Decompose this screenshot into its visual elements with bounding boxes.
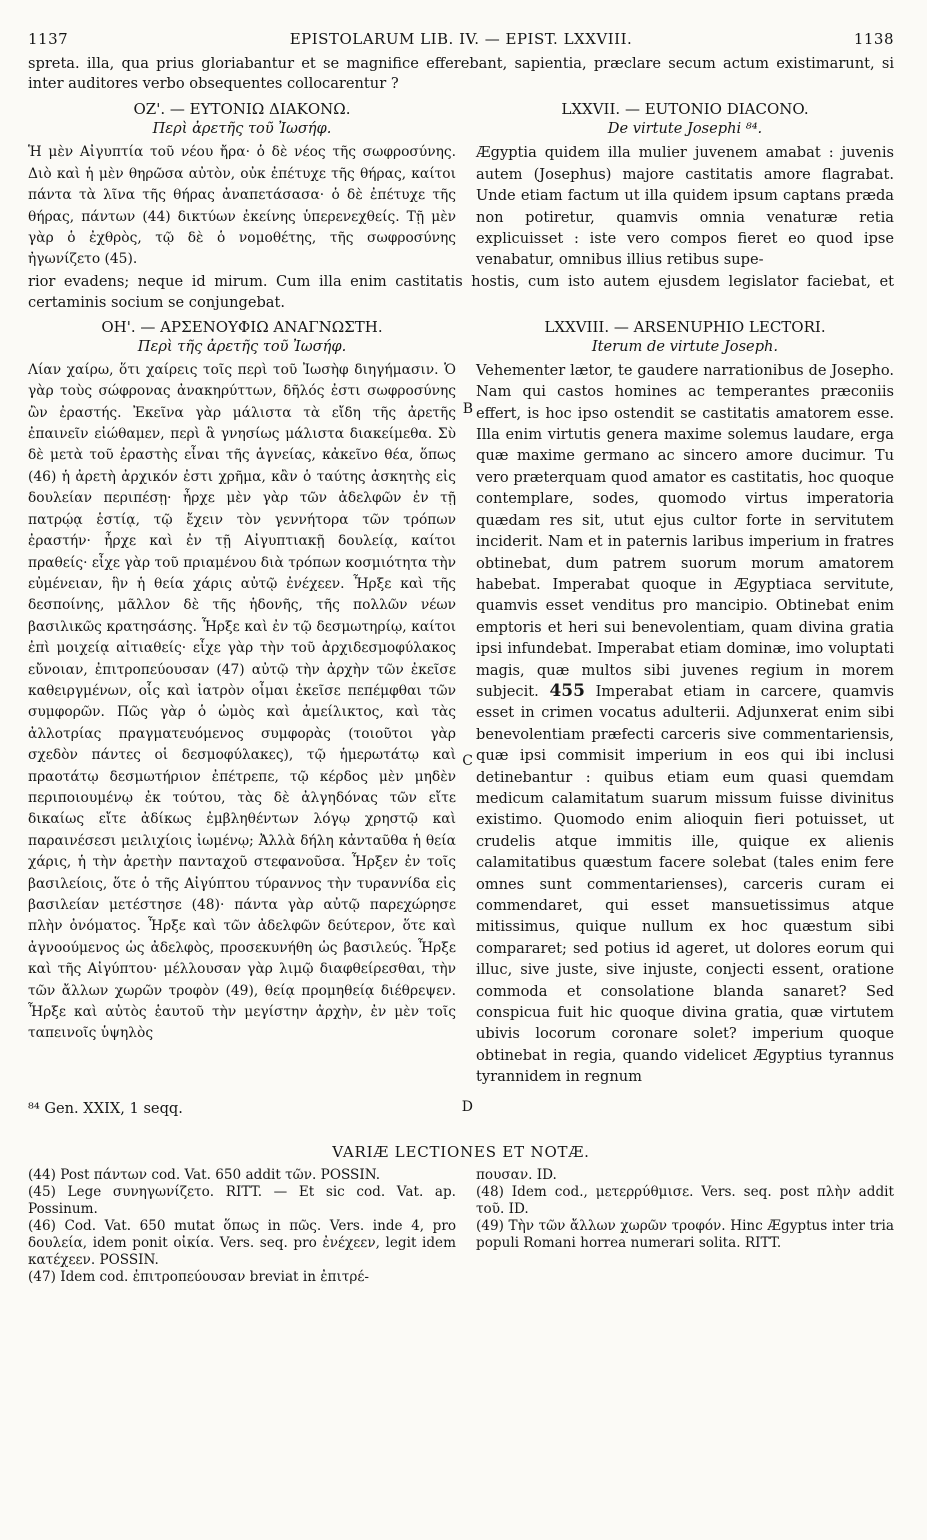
letter-77-latin-subtitle: De virtute Josephi ⁸⁴. <box>607 120 763 138</box>
note-48: (48) Idem cod., μετερρύθμισε. Vers. seq. post πλὴν addit τοῦ. ID. <box>476 1183 894 1217</box>
letter-78-greek-title: ΟΗ'. — ΑΡΣΕΝΟΥΦΙΩ ΑΝΑΓΝΩΣΤΗ. <box>101 317 383 336</box>
margin-letter-d: D <box>461 1098 473 1115</box>
note-46: (46) Cod. Vat. 650 mutat ὅπως in πῶς. Vers. inde 4, pro δουλεία, idem ponit οἰκία. Vers. seq. pro ἐνέχεεν, legit idem κατέχεεν. POSSIN. <box>28 1217 456 1268</box>
bible-reference-footnote: ⁸⁴ Gen. XXIX, 1 seqq. <box>28 1099 183 1117</box>
running-header <box>28 30 894 54</box>
letter-77 <box>28 99 894 270</box>
letter-77-greek-subtitle: Περὶ ἀρετῆς τοῦ Ἰωσήφ. <box>152 120 332 138</box>
letter-77-latin-column <box>476 99 894 270</box>
note-45: (45) Lege συνηγωνίζετο. RITT. — Et sic cod. Vat. ap. Possinum. <box>28 1183 456 1217</box>
letter-77-greek-text: Ἡ μὲν Αἰγυπτία τοῦ νέου ἤρα· ὁ δὲ νέος τῆς σωφροσύνης. Διὸ καὶ ἡ μὲν θηρῶσα αὐτὸν, οὐκ ἐπέτυχε τῆς θήρας, καίτοι πάντα τὰ λῖνα τῆς θήρας ἀναπετάσασα· ὁ δὲ ἐπέτυχε τῆς θήρας, πάντων (44) δικτύων ἐκείνης ὑπερενεχθείς. Τῇ μὲν γὰρ ὁ ἐχθρὸς, τῷ δὲ ὁ νομοθέτης, τῆς σωφροσύνης ἠγωνίζετο (45). <box>28 144 456 268</box>
notes-left-column <box>28 1167 456 1286</box>
variant-notes <box>28 1167 894 1286</box>
page-number-left: 1137 <box>28 30 69 48</box>
letter-78-greek-subtitle: Περὶ τῆς ἀρετῆς τοῦ Ἰωσήφ. <box>137 337 347 355</box>
letter-77-latin-title: LXXVII. — EUTONIO DIACONO. <box>561 100 809 119</box>
latin-text-part-a: Vehementer lætor, te gaudere narrationibus de Josepho. Nam qui castos homines ac temperantes præconiis effert, is hoc ipso ostendit se castitatis amatorem esse. Illa enim virtutis genera maxime solemus laudare, erga quæ maxime germano ac sincero amore ducimur. Tu vero præterquam quod amator es castitatis, hoc quoque contemplare, sodes, quomodo virtus imperatoria quædam res sit, utut ejus cultor forte in servitutem inciderit. Nam et in paternis laribus imperium in fratres obtinebat, dum patrem suorum morum amatorem habebat. Imperabat quoque in Ægyptiaca servitute, quamvis esset venditus pro mancipio. Obtinebat enim emptoris et heri sui benevolentiam, quam divina gratia ipsi infundebat. Imperabat etiam dominæ, imo voluptati magis, quæ multos sibi juvenes regium in morem subjecit. <box>476 361 894 700</box>
notes-right-column <box>476 1167 894 1286</box>
page-number-right: 1138 <box>853 30 894 48</box>
margin-letter-b: B <box>462 400 473 417</box>
letter-78-latin-column <box>476 317 894 1088</box>
running-title: EPISTOLARUM LIB. IV. — EPIST. LXXVIII. <box>289 30 633 48</box>
letter-77-latin-continued: rior evadens; neque id mirum. Cum illa enim castitatis hostis, cum isto autem ejusdem legislator faciebat, et certaminis socium se conjungebat. <box>28 272 894 311</box>
note-49: (49) Τὴν τῶν ἄλλων χωρῶν τροφόν. Hinc Ægyptus inter tria populi Romani horrea numerari solita. RITT. <box>476 1217 894 1251</box>
margin-letter-c: C <box>462 752 473 769</box>
variae-lectiones-heading: VARIÆ LECTIONES ET NOTÆ. <box>332 1142 590 1161</box>
document-page <box>28 30 894 1286</box>
latin-text-part-b: Imperabat etiam in carcere, quamvis esset in crimen vocatus adulterii. Adjunxerat enim sibi benevolentiam præfecti carceris sive commentariensis, quæ ipsi commisit imperium in eos qui ibi inclusi detinebantur : quibus etiam eum quasi quemdam medicum calamitatum suarum missum fuisse divinitus existimo. Quomodo enim alioquin fieri potuisset, ut crudelis atque immitis ille, quique ex alienis calamitatibus quæstum facere solebat (tales enim fere omnes sunt commentarienses), carceris curam ei commendaret, qui esset mansuetissimus atque mitissimus, quique nullum ex hoc quæstum sibi compararet; sed potius id ageret, ut dolores eorum qui illuc, sive juste, sive injuste, conjecti essent, oratione commoda et consolatione blanda sanaret? Sed conspicua fuit hic quoque divina gratia, quæ virtutem ubivis locorum coronare solet? imperium quoque obtinebat in regia, quando videlicet Ægyptius tyrannus tyrannidem in regnum <box>476 682 894 1086</box>
letter-77-latin-text: Ægyptia quidem illa mulier juvenem amabat : juvenis autem (Josephus) majore castitatis amore flagrabat. Unde etiam factum ut illa quidem ipsum captans præda non potiretur, quamvis omnia venaturæ retia explicuisset : iste vero compos fieret eo quod ipse venabatur, omnibus illius retibus supe- <box>476 144 894 269</box>
column-number-455: 455 <box>549 680 585 701</box>
letter-78-latin-text <box>476 360 894 1088</box>
note-47: (47) Idem cod. ἐπιτροπεύουσαν breviat in ἐπιτρέ- <box>28 1268 369 1285</box>
letter-78-greek-text: Λίαν χαίρω, ὅτι χαίρεις τοῖς περὶ τοῦ Ἰωσὴφ διηγήμασιν. Ὁ γὰρ τοὺς σώφρονας ἀνακηρύττων, δῆλός ἐστι σωφροσύνης ὢν ἐραστής. Ἐκεῖνα γὰρ μάλιστα τὰ εἴδη τῆς ἀρετῆς ἐπαινεῖν εἰώθαμεν, περὶ ἃ γνησίως μάλιστα διακείμεθα. Σὺ δὲ μετὰ τοῦ ἐραστὴς εἶναι τῆς ἁγνείας, κἀκεῖνο θέα, ὅπως (46) ἡ ἀρετὴ ἀρχικόν ἐστι χρῆμα, κἂν ὁ ταύτης ἀσκητὴς εἰς δουλείαν περιπέσῃ· ἦρχε μὲν γὰρ τῶν ἀδελφῶν ἐν τῇ πατρῴᾳ ἑστίᾳ, τῷ ἔχειν τὸν γεννήτορα τῶν τρόπων ἐραστήν· ἦρχε καὶ ἐν τῇ Αἰγυπτιακῇ δουλείᾳ, καίτοι πραθείς· εἶχε γὰρ τοῦ πριαμένου διὰ τρόπων κοσμιότητα τὴν εὐμένειαν, ἣν ἡ θεία χάρις αὐτῷ ἐνέχεεν. Ἦρξε καὶ τῆς δεσποίνης, μᾶλλον δὲ τῆς ἡδονῆς, τῆς πολλῶν νέων βασιλικῶς κρατησάσης. Ἦρξε καὶ ἐν τῷ δεσμωτηρίῳ, καίτοι ἐπὶ μοιχείᾳ αἰτιαθείς· εἶχε γὰρ τὴν τοῦ ἀρχιδεσμοφύλακος εὔνοιαν, ἐπιτροπεύουσαν (47) αὐτῷ τὴν ἀρχὴν τῶν ἐκεῖσε καθειργμένων, οἷς καὶ ἰατρὸν οἶμαι ἐκεῖσε πεπέμφθαι τῶν συμφορῶν. Πῶς γὰρ ὁ ὠμὸς καὶ ἀμείλικτος, καὶ τὰς ἀλλοτρίας πραγματευόμενος συμφορὰς (τοιοῦτοι γὰρ σχεδὸν πάντες οἱ δεσμοφύλακες), τῷ ἡμερωτάτῳ καὶ πραοτάτῳ δεσμωτήριον ἐπέτρεπε, τῷ κέρδος μὲν μηδὲν περιποιουμένῳ ἐκ τούτου, τὰς δὲ ἀλγηδόνας τῶν εἴτε δικαίως εἴτε ἀδίκως ἐμβληθέντων λόγῳ χρηστῷ καὶ παραινέσεσι μειλιχίοις ἰωμένῳ; Ἀλλὰ δήλη κἀνταῦθα ἡ θεία χάρις, ἡ τὴν ἀρετὴν πανταχοῦ στεφανοῦσα. Ἦρξεν ἐν τοῖς βασιλείοις, ὅτε ὁ τῆς Αἰγύπτου τύραννος τὴν τυραννίδα εἰς βασιλείαν μετέστησε (48)· πάντα γὰρ αὐτῷ παρεχώρησε πλὴν ὀνόματος. Ἦρξε καὶ τῶν ἀδελφῶν δεύτερον, ὅτε καὶ ἀγνοούμενος ὡς ἀδελφὸς, προσεκυνήθη ὡς βασιλεύς. Ἦρξε καὶ τῆς Αἰγύπτου· μέλλουσαν γὰρ λιμῷ διαφθείρεσθαι, τὴν τῶν ἄλλων χωρῶν τροφὸν (49), θείᾳ προμηθείᾳ διέθρεψεν. Ἦρξε καὶ αὐτὸς ἑαυτοῦ τὴν μεγίστην ἀρχὴν, ἐν μὲν τοῖς ταπεινοῖς ὑψηλὸς <box>28 361 456 1042</box>
letter-78-latin-title: LXXVIII. — ARSENUPHIO LECTORI. <box>544 317 826 336</box>
letter-78-latin-subtitle: Iterum de virtute Joseph. <box>591 337 779 355</box>
continuation-text: spreta. illa, qua prius gloriabantur et se magnifice efferebant, sapientia, præclare secum actum existimarunt, si inter auditores verbo obsequentes collocarentur ? <box>28 55 894 92</box>
note-47-continued: πουσαν. ID. <box>476 1166 557 1183</box>
letter-77-greek-column <box>28 99 456 270</box>
letter-77-greek-title: ΟΖ'. — ΕΥΤΟΝΙΩ ΔΙΑΚΟΝΩ. <box>133 100 351 119</box>
note-44: (44) Post πάντων cod. Vat. 650 addit τῶν. POSSIN. <box>28 1166 381 1183</box>
